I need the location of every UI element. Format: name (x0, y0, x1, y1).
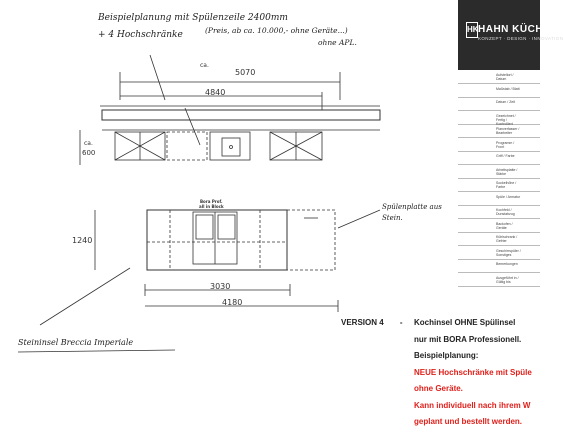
form-row-label: Kühlschrank / Gefrier (496, 235, 518, 243)
dim-total-label: ca. (200, 62, 209, 69)
version-text: VERSION 4 (341, 318, 384, 327)
version-line: geplant und bestellt werden. (414, 417, 523, 426)
version-line: NEUE Hochschränke mit Spüle (414, 367, 532, 377)
form-row (458, 124, 540, 138)
dim-depth: 600 (82, 149, 96, 157)
form-row-label: Bemerkungen (496, 262, 518, 266)
form-row-label: Griff / Farbe (496, 154, 515, 158)
form-row-label: Geschirrspüler / Sonstiges (496, 248, 521, 257)
form-row-label: Planverfasser / Bearbeiter (496, 127, 520, 135)
form-row (458, 205, 540, 219)
logo-tagline: KONZEPT · DESIGN · INNOVATION (478, 36, 563, 41)
form-row-label: Programm / Front (496, 140, 515, 149)
form-row (458, 246, 540, 260)
form-row (458, 70, 540, 84)
dim-island-outer: 4180 (222, 298, 243, 307)
form-row-label: Gezeichnet / Fertig / Kontrolliert (496, 113, 516, 126)
bora-label-2: all in Block (199, 204, 224, 209)
dim-island-inner: 3030 (210, 282, 231, 291)
form-row (458, 219, 540, 233)
dim-total: 5070 (235, 68, 256, 77)
sketch-title-line2: + 4 Hochschränke (98, 30, 183, 40)
version-label (341, 318, 403, 327)
form-row (458, 178, 540, 192)
form-row-label: Aufstellort / Datum (496, 73, 514, 81)
version-dash: - (399, 318, 403, 327)
sketch-price-note: (Preis, ab ca. 10.000,- ohne Geräte...) (205, 26, 348, 35)
form-row-label: Arbeitsplatte / Stärke (496, 167, 518, 176)
form-row (458, 273, 540, 287)
form-row (458, 84, 540, 98)
form-row (458, 138, 540, 152)
form-row-label: Ausgeführt in / Gültig bis (496, 275, 519, 284)
logo-mark: HK (466, 22, 478, 38)
plan-form (458, 70, 540, 288)
form-row-label: Kochfeld / Dunstabzug (496, 208, 515, 216)
bora-label-1: Bora Prof. (200, 199, 223, 204)
dim-island-depth: 1240 (72, 236, 93, 245)
form-row-label: Spüle / Armatur (496, 194, 521, 199)
form-row-label: Maßstab / Blatt (496, 86, 520, 91)
form-row-label: Sockelhöhe / Farbe (496, 181, 517, 189)
sketch-price-note2: ohne APL. (318, 38, 357, 47)
form-row-label: Backofen / Geräte (496, 221, 513, 230)
version-line: Beispielplanung: (414, 351, 479, 360)
form-row (458, 192, 540, 206)
form-row (458, 151, 540, 165)
dim-counter: 4840 (205, 88, 226, 97)
sketch-title-line1: Beispielplanung mit Spülenzeile 2400mm (98, 13, 288, 23)
note-spuele: Spülenplatte aus (382, 203, 442, 211)
form-row (458, 111, 540, 125)
version-line: Kann individuell nach ihrem W (414, 400, 531, 410)
form-row (458, 232, 540, 246)
form-row-label: Datum / Zeit (496, 100, 516, 104)
form-row (458, 97, 540, 111)
note-stone: Steininsel Breccia Imperiale (18, 338, 134, 347)
logo-name: HAHN KÜCHEN (478, 24, 558, 35)
form-row (458, 165, 540, 179)
version-line: nur mit BORA Professionell. (414, 334, 522, 344)
version-line: Kochinsel OHNE Spülinsel (414, 318, 516, 327)
note-spuele2: Stein. (382, 214, 403, 222)
dim-depth-label: ca. (84, 140, 93, 147)
version-line: ohne Geräte. (414, 384, 463, 393)
form-row (458, 259, 540, 273)
